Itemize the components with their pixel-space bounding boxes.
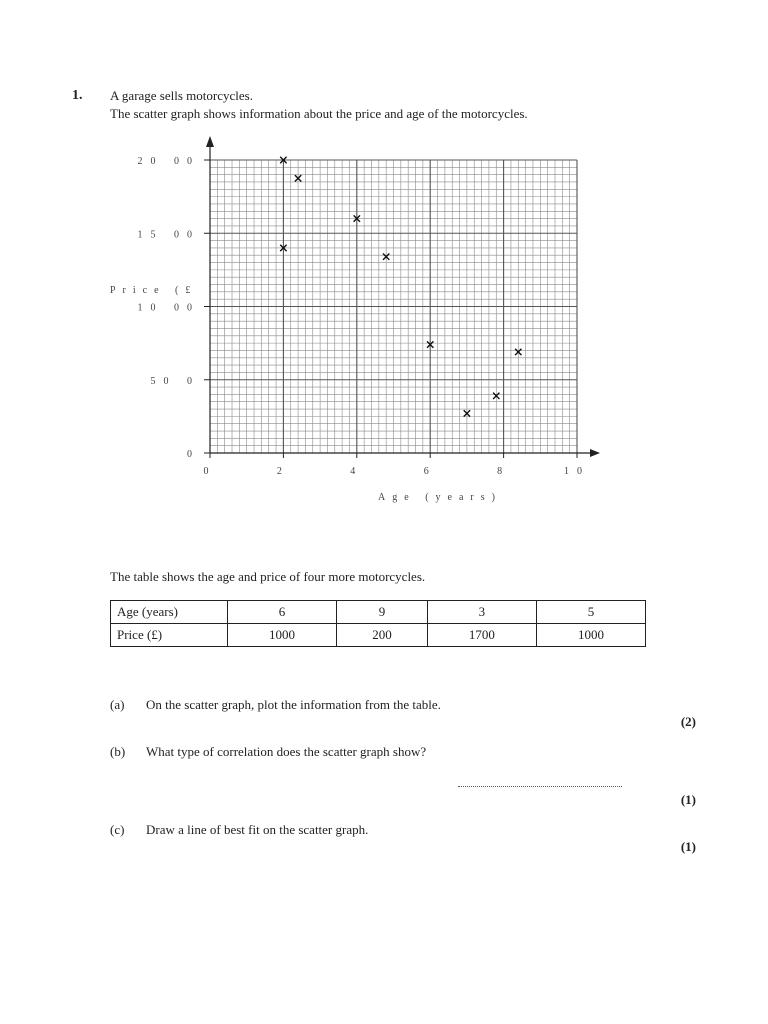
- x-tick-label: 10: [564, 466, 590, 477]
- y-axis-title: Price (£: [110, 285, 198, 296]
- table-cell: 1000: [536, 624, 645, 647]
- x-tick-label: 6: [423, 466, 437, 477]
- table-cell: 3: [427, 601, 536, 624]
- row-header: Age (years): [111, 601, 228, 624]
- marks-b: (1): [680, 792, 696, 807]
- table-cell: 1000: [228, 624, 337, 647]
- table-row: [111, 601, 646, 624]
- table-cell: 5: [536, 601, 645, 624]
- y-tick-label: 20 00: [137, 156, 200, 167]
- answer-line[interactable]: [458, 780, 622, 787]
- y-tick-label: 10 00: [137, 302, 200, 314]
- x-tick-label: 8: [497, 466, 511, 477]
- y-tick-label: 15 00: [137, 229, 200, 241]
- table-cell: 9: [337, 601, 428, 624]
- table-row: [111, 624, 646, 647]
- table-cell: 200: [337, 624, 428, 647]
- question-intro-line1: A garage sells motorcycles.: [110, 88, 253, 103]
- x-axis-arrow: [590, 449, 600, 457]
- question-number: 1.: [72, 88, 83, 103]
- x-tick-label: 4: [350, 466, 364, 477]
- table-intro: The table shows the age and price of four more motorcycles.: [110, 569, 426, 584]
- y-axis-arrow: [206, 136, 214, 147]
- table-cell: 1700: [427, 624, 536, 647]
- x-axis-title: Age (years): [378, 492, 502, 503]
- part-label: (a): [110, 697, 125, 712]
- y-tick-label: 0: [187, 449, 200, 460]
- y-tick-label: 50 0: [150, 375, 200, 387]
- marks-a: (2): [680, 714, 696, 729]
- data-table: [110, 600, 646, 647]
- question-intro-line2: The scatter graph shows information about the price and age of the motorcycles.: [110, 106, 528, 121]
- part-label: (c): [110, 822, 125, 837]
- x-tick-label: 2: [276, 466, 290, 477]
- x-tick-label: 0: [203, 466, 217, 477]
- row-header: Price (£): [111, 624, 228, 647]
- marks-c: (1): [680, 839, 696, 854]
- part-text: What type of correlation does the scatter graph show?: [146, 744, 427, 759]
- table-cell: 6: [228, 601, 337, 624]
- part-text: On the scatter graph, plot the information from the table.: [146, 697, 441, 712]
- part-label: (b): [110, 744, 126, 759]
- part-text: Draw a line of best fit on the scatter graph.: [146, 822, 369, 837]
